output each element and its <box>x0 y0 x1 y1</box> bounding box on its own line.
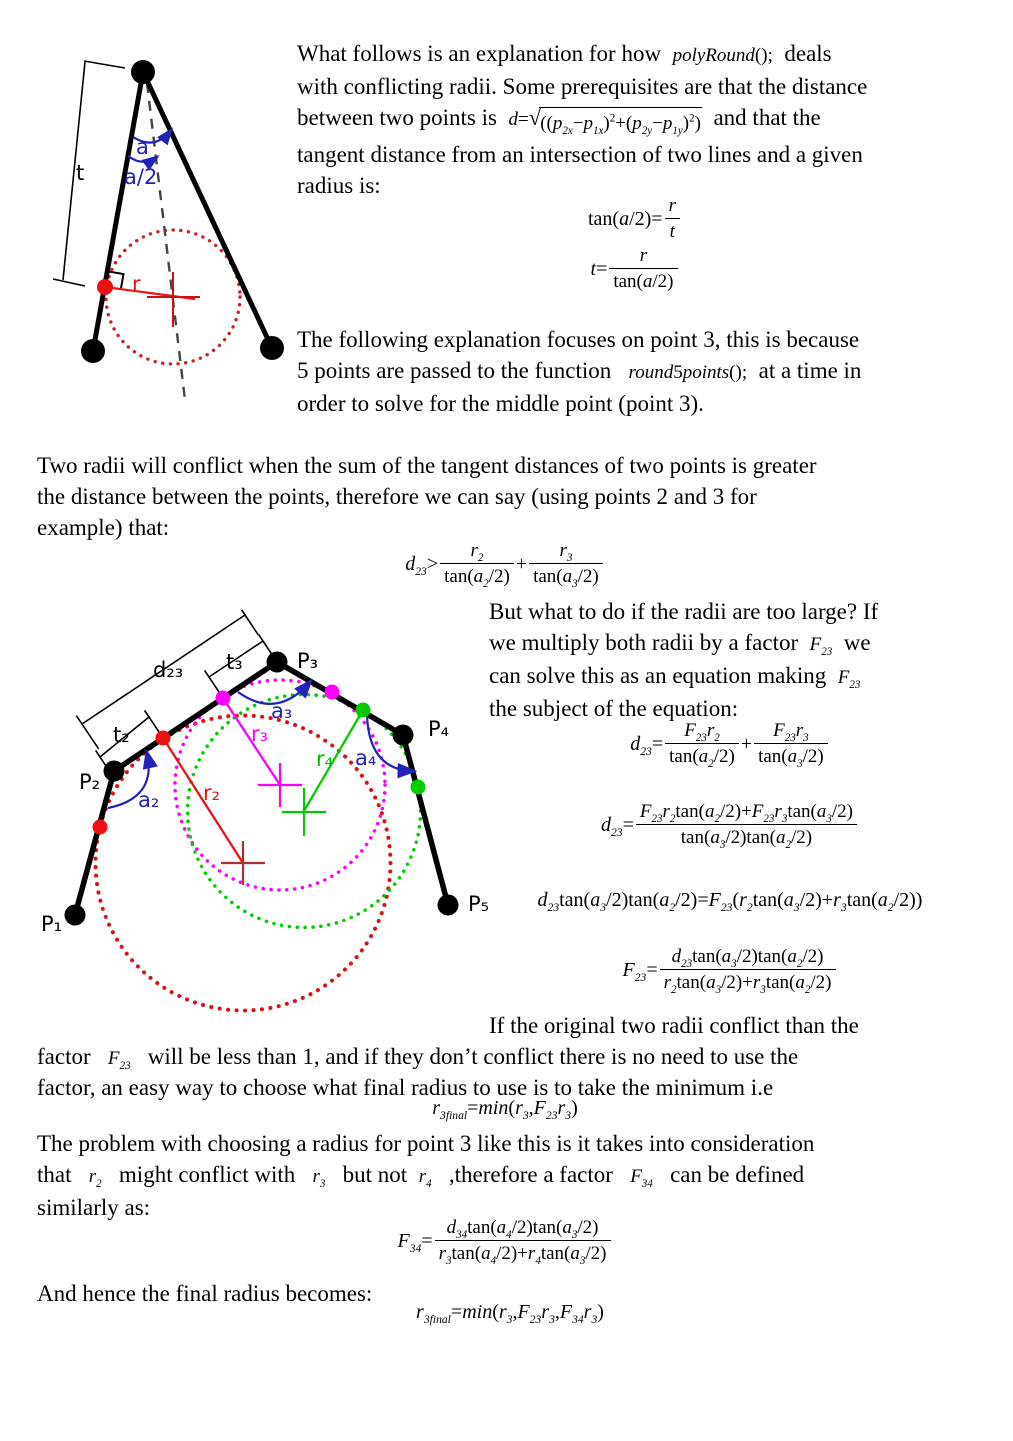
bisector-dashed-line <box>147 83 185 400</box>
t-definition-formula: t = $\frac{r}{\tan(a/2)}$ <box>500 245 770 293</box>
minimum-paragraph-line2: factor $F_{23}$ will be less than 1, and if they don’t conflict there is no need to use the <box>37 1044 799 1072</box>
intro-paragraph: What follows is an explanation for how polyRound(); deals with conflicting radii. Some prerequisites are that the distance between two points is d= √ $((p_{2x}-p_{1x})^2+(p_{2y}-p_{1y})^2)$ and that the tangent distance from an intersection of two lines and a given radius is: <box>297 41 868 198</box>
a3-label: a₃ <box>271 699 293 723</box>
r-label: r <box>132 272 141 296</box>
focus-paragraph: The following explanation focuses on point 3, this is because 5 points are passed to the function round5points(); at a time in order to solve for the middle point (point 3). <box>297 327 862 416</box>
point-p3-dot <box>267 652 288 673</box>
minimum-paragraph-line1: If the original two radii conflict than the <box>489 1013 859 1038</box>
a2-label: a₂ <box>138 788 160 812</box>
tangent-dot-r4-a <box>356 703 371 718</box>
p5-label: P₅ <box>468 892 490 916</box>
conflict-paragraph: Two radii will conflict when the sum of the tangent distances of two points is greater the distance between the points, therefore we can say (using points 2 and 3 for example) that: <box>37 453 817 540</box>
r3final-full-formula: $r_{3final}$ = min ( $r_3$ , $F_{23}$ $r_3$ , $F_{34}$ $r_3$ ) <box>416 1301 604 1326</box>
center-cross-r3 <box>258 763 302 807</box>
minimum-paragraph-line3: factor, an easy way to choose what final radius to use is to take the minimum i.e <box>37 1075 774 1100</box>
vertex-dot-right <box>260 336 284 360</box>
polyline-points-diagram <box>25 598 495 1038</box>
left-edge-line <box>93 72 143 351</box>
a-label: a <box>136 135 149 159</box>
polyline-p1-p5 <box>75 662 448 915</box>
vertex-dot-top <box>131 60 155 84</box>
r4-label: r₄ <box>316 747 334 771</box>
center-cross-r2 <box>221 841 265 885</box>
a4-label: a₄ <box>355 746 377 770</box>
a-half-label: a/2 <box>124 165 158 189</box>
p3-label: P₃ <box>297 649 319 673</box>
r3-label: r₃ <box>251 722 269 746</box>
point-p1-dot <box>65 905 86 926</box>
conflict-inequality-formula: $d_{23}$ > $\frac{r_2}{\tan(a_2/2)}$ + $\frac{r_3}{\tan(a_3/2)}$ <box>360 540 650 588</box>
f34-paragraph: The problem with choosing a radius for point 3 like this is it takes into consideration that $r_2$ might conflict with $r_3$ but not $r_4$ ,therefore a factor $F_{34}$ can be defined similarly as: <box>37 1131 815 1220</box>
tan-definition-formula: tan( a /2)= $\frac{r}{t}$ <box>500 195 770 243</box>
factor-expanded-formula: $d_{23}$ = $\frac{F_{23}r_2\tan(a_2/2)+F_{23}r_3\tan(a_3/2)}{\tan(a_3/2)\tan(a_2/2)}$ <box>540 801 920 849</box>
t-dimension <box>53 61 125 286</box>
f34-formula: $F_{34}$ = $\frac{d_{34}\tan(a_4/2)\tan(a_3/2)}{r_3\tan(a_4/2)+r_4\tan(a_3/2)}$ <box>360 1217 650 1265</box>
p1-label: P₁ <box>41 912 63 936</box>
point-p2-dot <box>104 761 125 782</box>
t3-label: t₃ <box>226 650 243 674</box>
factor-paragraph: But what to do if the radii are too large? If we multiply both radii by a factor $F_{23}$ we can solve this as an equation making $F_{23}$ the subject of the equation: <box>489 599 879 721</box>
p4-label: P₄ <box>428 717 450 741</box>
vertex-dot-left <box>81 339 105 363</box>
p2-label: P₂ <box>79 770 101 794</box>
t2-label: t₂ <box>113 723 130 747</box>
factor-crossmult-formula: $d_{23}$ tan( $a_3$ /2)tan( $a_2$ /2)= $F_{23}$ ( $r_2$ tan( $a_3$ /2)+ $r_3$ tan( $a_2$ /2)) <box>537 889 923 914</box>
point-p5-dot <box>438 895 459 916</box>
r3final-min-formula: $r_{3final}$ = min ( $r_3$ , $F_{23}$ $r_3$ ) <box>432 1097 578 1122</box>
tangent-dot-r2-b <box>156 731 171 746</box>
factor-equation-formula: $d_{23}$ = $\frac{F_{23}r_2}{\tan(a_2/2)}$ + $\frac{F_{23}r_3}{\tan(a_3/2)}$ <box>555 720 905 768</box>
r2-label: r₂ <box>203 781 221 805</box>
tangent-dot-r4-b <box>411 780 426 795</box>
f23-solution-formula: $F_{23}$ = $\frac{d_{23}\tan(a_3/2)\tan(a_2/2)}{r_2\tan(a_3/2)+r_3\tan(a_2/2)}$ <box>555 946 905 994</box>
tangent-point-dot <box>97 279 113 295</box>
t-label: t <box>76 161 85 185</box>
tangent-dot-r2-a <box>93 820 108 835</box>
tangent-dot-r3-a <box>216 691 231 706</box>
angle-tangent-diagram <box>40 50 310 428</box>
center-cross-r4 <box>282 788 326 836</box>
point-p4-dot <box>393 725 414 746</box>
d23-label: d₂₃ <box>153 658 184 682</box>
final-radius-paragraph: And hence the final radius becomes: <box>37 1281 373 1306</box>
tangent-dot-r3-b <box>325 685 340 700</box>
